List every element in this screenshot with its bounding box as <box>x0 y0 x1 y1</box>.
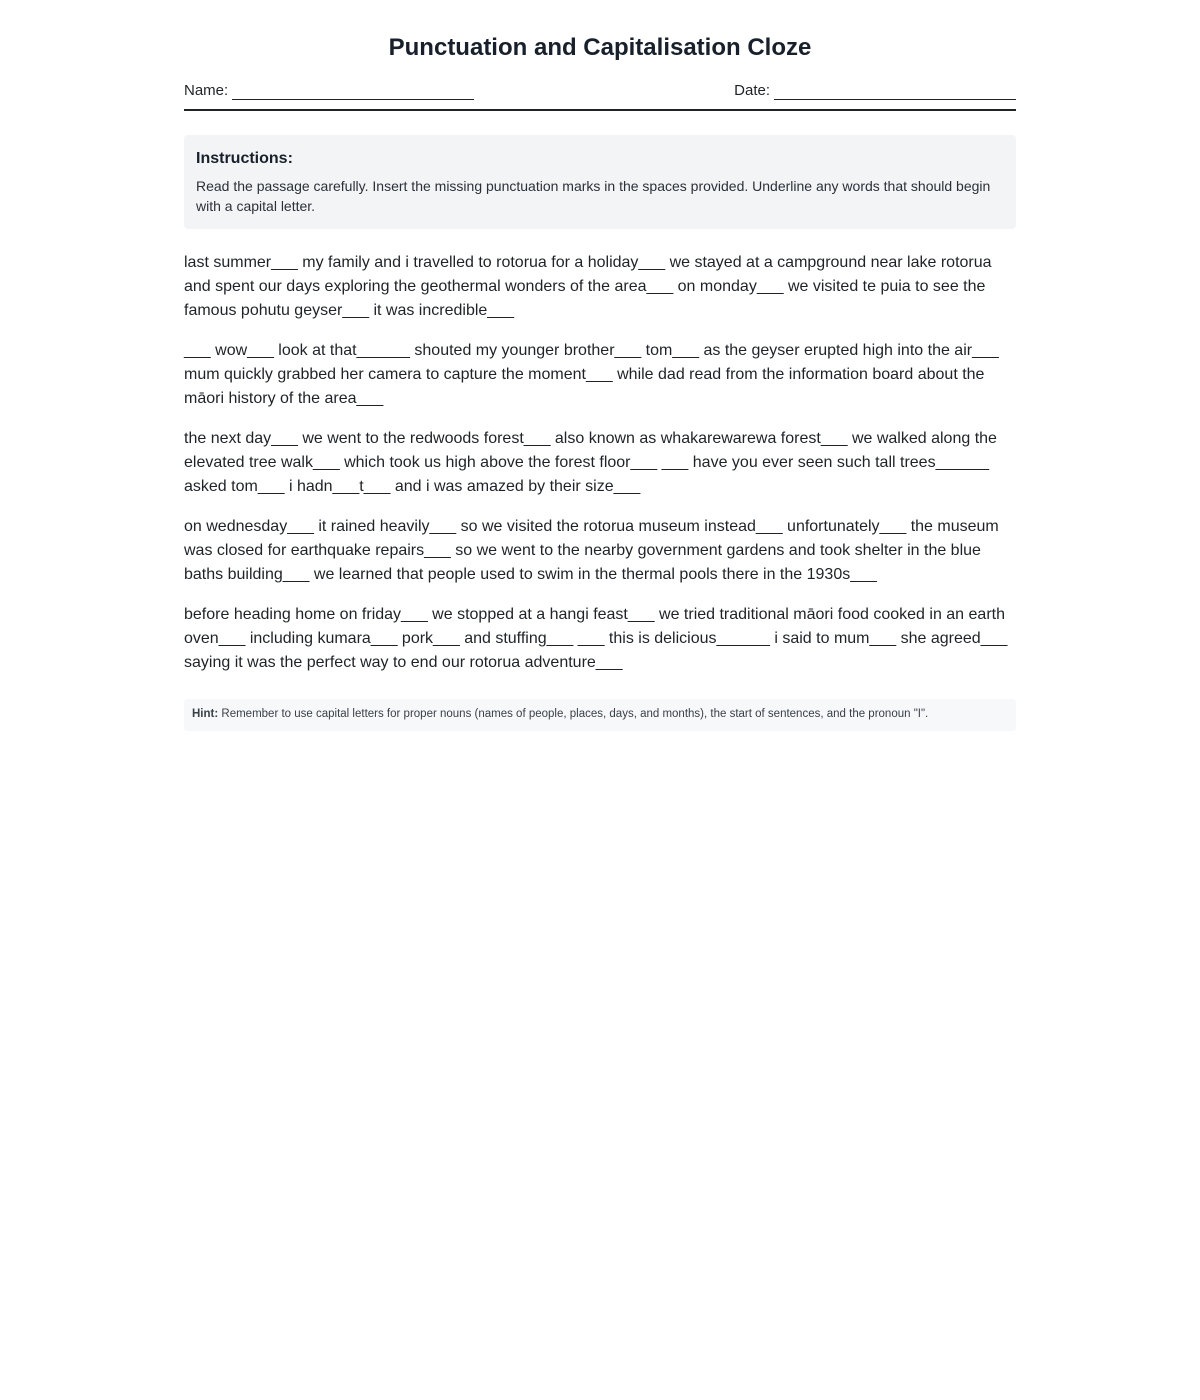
name-label: Name: <box>184 82 229 99</box>
instructions-box <box>184 135 1016 229</box>
date-field <box>734 82 1016 100</box>
passage-paragraph-1: last summer___ my family and i travelled to rotorua for a holiday___ we stayed at a campground near lake rotorua and spent our days exploring the geothermal wonders of the area___ on monday___ we visited te puia to see the famous pohutu geyser___ it was incredible___ <box>184 254 992 319</box>
hint-text: Remember to use capital letters for proper nouns (names of people, places, days, and months), the start of sentences, and the pronoun "I". <box>221 708 929 720</box>
passage-paragraph-5: before heading home on friday___ we stopped at a hangi feast___ we tried traditional māori food cooked in an earth oven___ including kumara___ pork___ and stuffing___ ___ this is delicious______ i said to mum___ she agreed___ saying it was the perfect way to end our rotorua adventure___ <box>184 606 1008 671</box>
student-details-row <box>184 82 1016 111</box>
date-blank-line[interactable] <box>774 83 1016 100</box>
name-blank-line[interactable] <box>232 83 474 100</box>
worksheet-page <box>184 0 1016 731</box>
date-label: Date: <box>734 82 770 99</box>
instructions-heading: Instructions: <box>196 150 293 167</box>
hint-box <box>184 699 1016 731</box>
cloze-passage <box>184 251 1016 675</box>
name-field <box>184 82 474 100</box>
instructions-text: Read the passage carefully. Insert the missing punctuation marks in the spaces provided. Underline any words that should begin with a capital letter. <box>196 178 991 214</box>
page-title: Punctuation and Capitalisation Cloze <box>388 34 812 61</box>
hint-label: Hint: <box>192 708 219 720</box>
passage-paragraph-3: the next day___ we went to the redwoods forest___ also known as whakarewarewa forest___ we walked along the elevated tree walk___ which took us high above the forest floor___ ___ have you ever seen such tall trees______ asked tom___ i hadn___t___ and i was amazed by their size___ <box>184 430 997 495</box>
passage-paragraph-4: on wednesday___ it rained heavily___ so we visited the rotorua museum instead___ unfortunately___ the museum was closed for earthquake repairs___ so we went to the nearby government gardens and took shelter in the blue baths building___ we learned that people used to swim in the thermal pools there in the 1930s___ <box>184 518 999 583</box>
passage-paragraph-2: ___ wow___ look at that______ shouted my younger brother___ tom___ as the geyser erupted high into the air___ mum quickly grabbed her camera to capture the moment___ while dad read from the information board about the māori history of the area___ <box>184 342 999 407</box>
